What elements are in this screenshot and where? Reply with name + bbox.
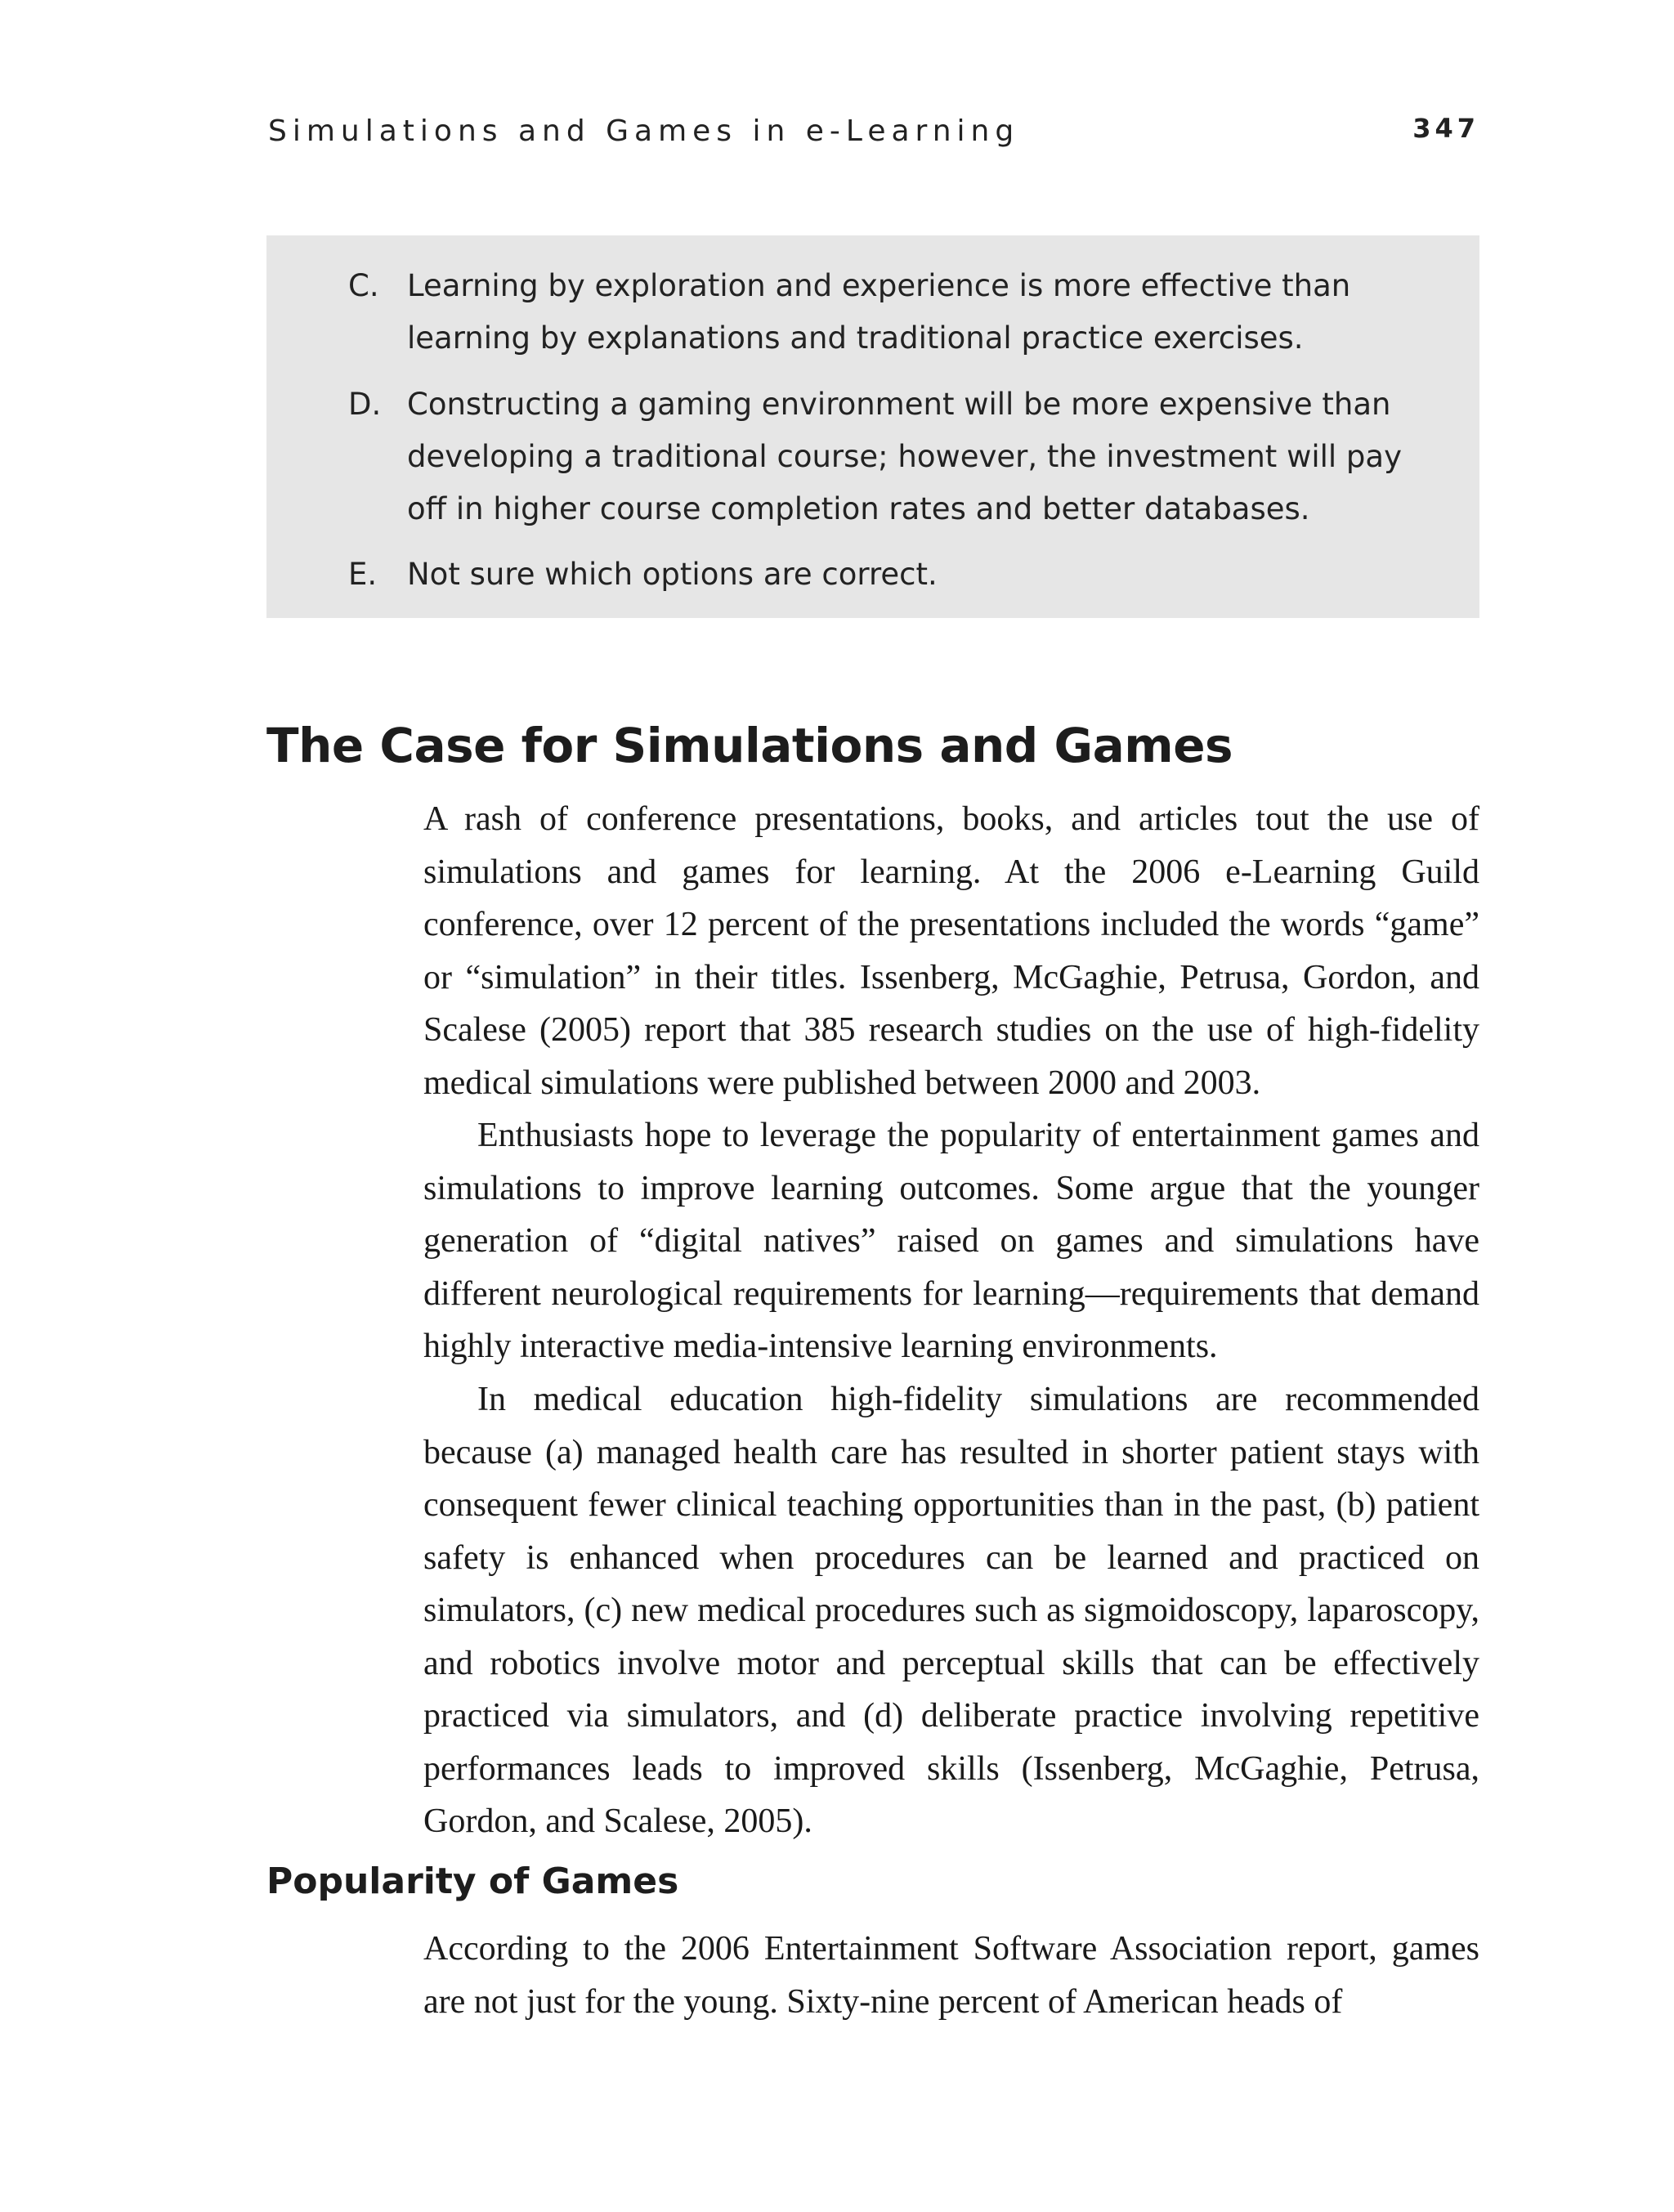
- running-head: Simulations and Games in e-Learning: [268, 114, 1020, 148]
- answer-options-box: [266, 235, 1479, 618]
- option-letter: C.: [348, 268, 379, 303]
- page-number: 347: [1412, 113, 1479, 144]
- subsection-heading: Popularity of Games: [266, 1860, 679, 1902]
- body-paragraph: A rash of conference presentations, books, and articles tout the use of simulations and games for learning. At the 2006 e-Learning Guild conference, over 12 percent of the presentations included the words “game” or “simulation” in their titles. Issenberg, McGaghie, Petrusa, Gordon, and Scalese (2005) report that 385 research studies on the use of high-fidelity medical simulations were published between 2000 and 2003.: [423, 800, 1479, 1102]
- option-text: Constructing a gaming environment will be more expensive than developing a traditional course; however, the investment will pay off in higher course completion rates and better databases.: [407, 387, 1402, 526]
- option-text: Not sure which options are correct.: [407, 557, 938, 592]
- option-letter: E.: [348, 557, 378, 592]
- body-paragraph: Enthusiasts hope to leverage the popularity of entertainment games and simulations to improve learning outcomes. Some argue that the younger generation of “digital natives” raised on games and simulations have different neurological requirements for learning—requirements that demand highly interactive media-intensive learning environments.: [423, 1117, 1479, 1365]
- section-heading: The Case for Simulations and Games: [266, 718, 1233, 773]
- option-text: Learning by exploration and experience is more effective than learning by explanations and traditional practice exercises.: [407, 268, 1351, 356]
- option-letter: D.: [348, 387, 382, 422]
- body-paragraph: According to the 2006 Entertainment Software Association report, games are not just for the young. Sixty-nine percent of American heads of: [423, 1930, 1479, 2021]
- body-paragraph: In medical education high-fidelity simulations are recommended because (a) managed health care has resulted in shorter patient stays with consequent fewer clinical teaching opportunities than in the past, (b) patient safety is enhanced when procedures can be learned and practiced on simulators, (c) new medical procedures such as sigmoidoscopy, laparoscopy, and robotics involve motor and perceptual skills that can be effectively practiced via simulators, and (d) deliberate practice involving repetitive performances leads to improved skills (Issenberg, McGaghie, Petrusa, Gordon, and Scalese, 2005).: [423, 1381, 1479, 1840]
